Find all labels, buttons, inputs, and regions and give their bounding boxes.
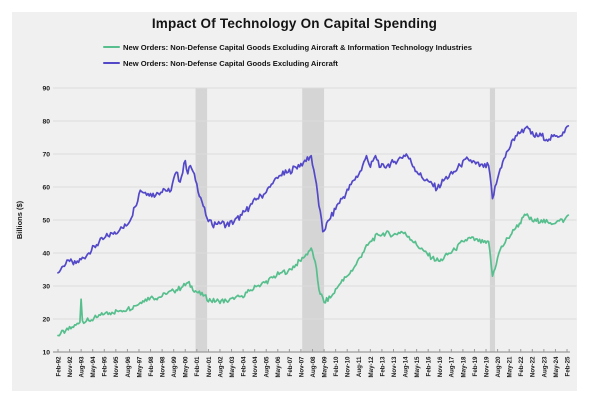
- x-tick-label: Feb-25: [564, 356, 572, 377]
- x-tick-label: Aug-23: [541, 356, 549, 378]
- y-tick-label: 70: [42, 151, 50, 159]
- x-tick-label: Nov-22: [529, 356, 537, 378]
- x-tick-label: Nov-10: [344, 356, 352, 378]
- x-tick-label: Feb-95: [101, 356, 109, 377]
- x-tick-label: Aug-02: [217, 356, 225, 378]
- x-tick-label: May-03: [228, 356, 236, 378]
- x-tick-label: Aug-96: [124, 356, 132, 378]
- y-tick-label: 20: [42, 316, 50, 324]
- legend-label: New Orders: Non-Defense Capital Goods Excluding Aircraft: [123, 58, 338, 68]
- x-tick-label: Nov-04: [252, 356, 260, 378]
- x-tick-label: Nov-98: [159, 356, 167, 378]
- x-tick-label: Feb-13: [379, 356, 387, 377]
- x-tick-label: Aug-08: [309, 356, 317, 378]
- x-tick-label: Feb-22: [518, 356, 526, 377]
- x-tick-label: Aug-11: [356, 356, 364, 378]
- x-tick-label: Aug-93: [78, 356, 86, 378]
- y-tick-label: 40: [42, 250, 50, 258]
- x-tick-label: Feb-01: [194, 356, 202, 377]
- x-tick-label: May-06: [275, 356, 283, 378]
- chart-title: Impact Of Technology On Capital Spending: [151, 16, 438, 31]
- y-tick-label: 60: [42, 184, 50, 192]
- x-tick-label: Aug-05: [263, 356, 271, 378]
- x-tick-label: Nov-07: [298, 356, 306, 378]
- x-tick-label: Aug-17: [448, 356, 456, 378]
- x-tick-label: May-00: [182, 356, 190, 378]
- x-tick-label: Feb-19: [471, 356, 479, 377]
- x-tick-label: May-97: [136, 356, 144, 378]
- x-tick-label: Nov-95: [113, 356, 121, 378]
- x-tick-label: Nov-13: [390, 356, 398, 378]
- x-tick-label: Aug-99: [171, 356, 179, 378]
- y-tick-label: 80: [42, 118, 50, 126]
- x-tick-label: Feb-98: [147, 356, 155, 377]
- x-tick-label: Aug-20: [495, 356, 503, 378]
- x-tick-label: May-21: [506, 356, 514, 378]
- x-tick-label: Feb-07: [286, 356, 294, 377]
- x-tick-label: Feb-92: [55, 356, 63, 377]
- x-tick-label: May-24: [552, 356, 560, 378]
- legend-label: New Orders: Non-Defense Capital Goods Excluding Aircraft & Information Technology Industries: [123, 42, 472, 52]
- x-tick-label: Feb-04: [240, 356, 248, 377]
- x-tick-label: May-12: [367, 356, 375, 378]
- x-tick-label: May-94: [90, 356, 98, 378]
- x-tick-label: Feb-16: [425, 356, 433, 377]
- y-tick-label: 90: [42, 85, 50, 93]
- x-tick-label: Feb-10: [333, 356, 341, 377]
- x-tick-label: May-18: [460, 356, 468, 378]
- x-tick-label: Nov-16: [437, 356, 445, 378]
- x-tick-label: May-15: [414, 356, 422, 378]
- x-tick-label: May-09: [321, 356, 329, 378]
- y-axis-title: Billions ($): [15, 200, 24, 240]
- y-tick-label: 50: [42, 217, 50, 225]
- x-tick-label: Nov-92: [66, 356, 74, 378]
- x-tick-label: Aug-14: [402, 356, 410, 378]
- x-tick-label: Nov-19: [483, 356, 491, 378]
- y-tick-label: 30: [42, 283, 50, 291]
- x-tick-label: Nov-01: [205, 356, 213, 378]
- y-tick-label: 10: [42, 349, 50, 357]
